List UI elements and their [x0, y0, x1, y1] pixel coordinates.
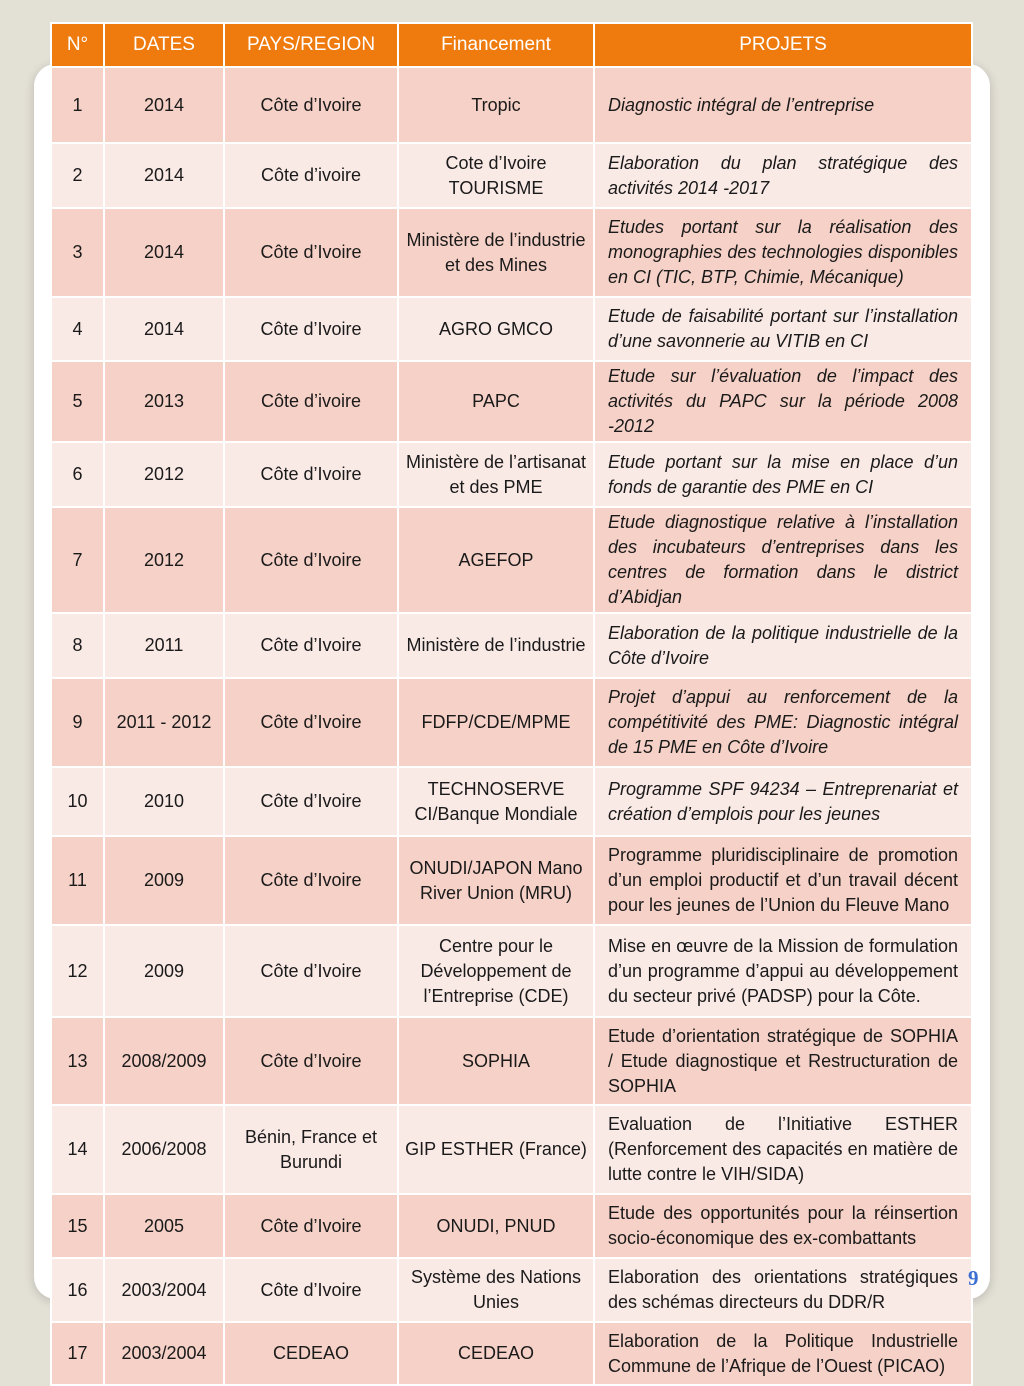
table-row	[51, 925, 972, 1017]
cell-pays: CEDEAO	[224, 1322, 398, 1385]
cell-financement: CEDEAO	[398, 1322, 594, 1385]
cell-date: 2014	[104, 297, 224, 361]
cell-projet: Elaboration de la politique industrielle de la Côte d’Ivoire	[594, 613, 972, 678]
cell-date: 2006/2008	[104, 1105, 224, 1194]
cell-pays: Bénin, France et Burundi	[224, 1105, 398, 1194]
cell-pays: Côte d’Ivoire	[224, 297, 398, 361]
cell-pays: Côte d’Ivoire	[224, 208, 398, 297]
cell-num: 2	[51, 143, 104, 208]
cell-projet: Elaboration du plan stratégique des activités 2014 -2017	[594, 143, 972, 208]
cell-date: 2012	[104, 442, 224, 507]
cell-date: 2009	[104, 925, 224, 1017]
cell-projet: Mise en œuvre de la Mission de formulation d’un programme d’appui au développement du secteur privé (PADSP) pour la Côte.	[594, 925, 972, 1017]
header-financement: Financement	[398, 23, 594, 67]
cell-projet: Etudes portant sur la réalisation des monographies des technologies disponibles en CI (TIC, BTP, Chimie, Mécanique)	[594, 208, 972, 297]
cell-num: 14	[51, 1105, 104, 1194]
table-row	[51, 1258, 972, 1322]
cell-num: 16	[51, 1258, 104, 1322]
table-row	[51, 1194, 972, 1258]
cell-pays: Côte d’Ivoire	[224, 67, 398, 143]
table-row	[51, 361, 972, 442]
cell-num: 5	[51, 361, 104, 442]
cell-date: 2010	[104, 767, 224, 836]
table-row	[51, 507, 972, 613]
cell-financement: GIP ESTHER (France)	[398, 1105, 594, 1194]
header-dates: DATES	[104, 23, 224, 67]
cell-date: 2009	[104, 836, 224, 925]
cell-projet: Programme pluridisciplinaire de promotion d’un emploi productif et d’un travail décent pour les jeunes de l’Union du Fleuve Mano	[594, 836, 972, 925]
cell-projet: Projet d’appui au renforcement de la compétitivité des PME: Diagnostic intégral de 15 PME en Côte d’Ivoire	[594, 678, 972, 767]
cell-num: 6	[51, 442, 104, 507]
cell-financement: Cote d’Ivoire TOURISME	[398, 143, 594, 208]
cell-date: 2014	[104, 208, 224, 297]
cell-pays: Côte d’ivoire	[224, 143, 398, 208]
cell-date: 2005	[104, 1194, 224, 1258]
cell-date: 2013	[104, 361, 224, 442]
table-row	[51, 836, 972, 925]
cell-pays: Côte d’Ivoire	[224, 836, 398, 925]
cell-projet: Diagnostic intégral de l’entreprise	[594, 67, 972, 143]
cell-pays: Côte d’Ivoire	[224, 678, 398, 767]
cell-pays: Côte d’Ivoire	[224, 613, 398, 678]
cell-num: 7	[51, 507, 104, 613]
cell-pays: Côte d’Ivoire	[224, 507, 398, 613]
header-projets: PROJETS	[594, 23, 972, 67]
cell-financement: Tropic	[398, 67, 594, 143]
projects-table	[50, 22, 973, 1386]
cell-date: 2003/2004	[104, 1258, 224, 1322]
cell-date: 2014	[104, 67, 224, 143]
cell-date: 2011 - 2012	[104, 678, 224, 767]
cell-financement: ONUDI, PNUD	[398, 1194, 594, 1258]
cell-num: 12	[51, 925, 104, 1017]
cell-pays: Côte d’ivoire	[224, 361, 398, 442]
cell-pays: Côte d’Ivoire	[224, 767, 398, 836]
cell-financement: Ministère de l’artisanat et des PME	[398, 442, 594, 507]
cell-date: 2012	[104, 507, 224, 613]
cell-num: 11	[51, 836, 104, 925]
table-row	[51, 442, 972, 507]
cell-projet: Etude des opportunités pour la réinsertion socio-économique des ex-combattants	[594, 1194, 972, 1258]
cell-financement: Ministère de l’industrie	[398, 613, 594, 678]
header-num: N°	[51, 23, 104, 67]
cell-projet: Elaboration des orientations stratégiques des schémas directeurs du DDR/R	[594, 1258, 972, 1322]
cell-projet: Etude sur l’évaluation de l’impact des activités du PAPC sur la période 2008 -2012	[594, 361, 972, 442]
table-row	[51, 143, 972, 208]
table-row	[51, 1105, 972, 1194]
cell-pays: Côte d’Ivoire	[224, 1194, 398, 1258]
table-row	[51, 767, 972, 836]
cell-financement: PAPC	[398, 361, 594, 442]
table-row	[51, 613, 972, 678]
cell-projet: Etude d’orientation stratégique de SOPHIA / Etude diagnostique et Restructuration de SOPHIA	[594, 1017, 972, 1105]
cell-pays: Côte d’Ivoire	[224, 925, 398, 1017]
table-row	[51, 67, 972, 143]
cell-projet: Evaluation de l’Initiative ESTHER (Renforcement des capacités en matière de lutte contre le VIH/SIDA)	[594, 1105, 972, 1194]
header-pays-region: PAYS/REGION	[224, 23, 398, 67]
cell-num: 9	[51, 678, 104, 767]
page-number: 9	[968, 1266, 979, 1290]
table-row	[51, 297, 972, 361]
cell-date: 2008/2009	[104, 1017, 224, 1105]
cell-num: 13	[51, 1017, 104, 1105]
cell-projet: Etude de faisabilité portant sur l’installation d’une savonnerie au VITIB en CI	[594, 297, 972, 361]
cell-pays: Côte d’Ivoire	[224, 1258, 398, 1322]
cell-financement: SOPHIA	[398, 1017, 594, 1105]
cell-date: 2003/2004	[104, 1322, 224, 1385]
cell-num: 1	[51, 67, 104, 143]
cell-pays: Côte d’Ivoire	[224, 442, 398, 507]
table-header-row	[51, 23, 972, 67]
table-row	[51, 1017, 972, 1105]
cell-date: 2011	[104, 613, 224, 678]
cell-num: 10	[51, 767, 104, 836]
cell-num: 3	[51, 208, 104, 297]
cell-projet: Programme SPF 94234 – Entreprenariat et création d’emplois pour les jeunes	[594, 767, 972, 836]
cell-num: 15	[51, 1194, 104, 1258]
cell-financement: Centre pour le Développement de l’Entreprise (CDE)	[398, 925, 594, 1017]
cell-financement: Système des Nations Unies	[398, 1258, 594, 1322]
cell-num: 4	[51, 297, 104, 361]
cell-financement: Ministère de l’industrie et des Mines	[398, 208, 594, 297]
cell-num: 17	[51, 1322, 104, 1385]
cell-projet: Elaboration de la Politique Industrielle Commune de l’Afrique de l’Ouest (PICAO)	[594, 1322, 972, 1385]
table-row	[51, 678, 972, 767]
cell-num: 8	[51, 613, 104, 678]
cell-date: 2014	[104, 143, 224, 208]
cell-pays: Côte d’Ivoire	[224, 1017, 398, 1105]
cell-projet: Etude diagnostique relative à l’installation des incubateurs d’entreprises dans les centres de formation dans le district d’Abidjan	[594, 507, 972, 613]
table-row	[51, 1322, 972, 1385]
cell-financement: AGEFOP	[398, 507, 594, 613]
table-row	[51, 208, 972, 297]
cell-financement: FDFP/CDE/MPME	[398, 678, 594, 767]
cell-financement: ONUDI/JAPON Mano River Union (MRU)	[398, 836, 594, 925]
cell-financement: AGRO GMCO	[398, 297, 594, 361]
cell-projet: Etude portant sur la mise en place d’un fonds de garantie des PME en CI	[594, 442, 972, 507]
cell-financement: TECHNOSERVE CI/Banque Mondiale	[398, 767, 594, 836]
